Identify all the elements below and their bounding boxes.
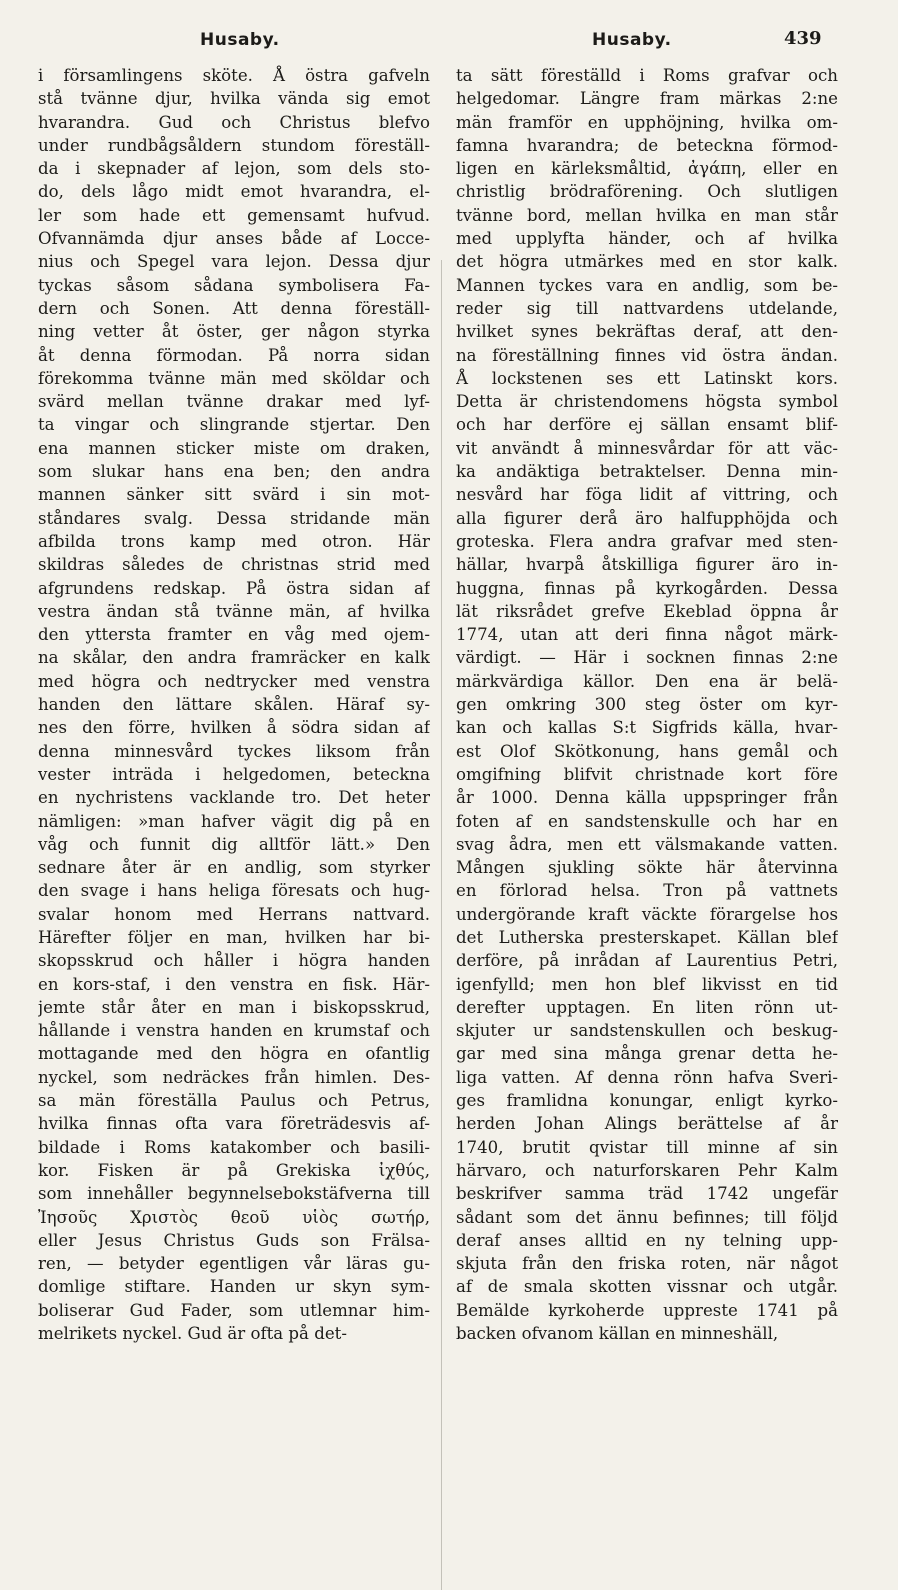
text-line: famna hvarandra; de beteckna förmod- xyxy=(456,135,838,155)
text-line: män framför en upphöjning, hvilka om- xyxy=(456,112,838,132)
text-line: do, dels lågo midt emot hvarandra, el- xyxy=(38,182,430,202)
text-line: svag ådra, men ett välsmakande vatten. xyxy=(456,834,838,854)
text-line: jemte står åter en man i biskopsskrud, xyxy=(38,997,430,1017)
text-line: ges framlidna konungar, enligt kyrko- xyxy=(456,1091,838,1111)
text-line: mottagande med den högra en ofantlig xyxy=(38,1044,430,1064)
text-line: en kors-staf, i den venstra en fisk. Här- xyxy=(38,974,430,994)
text-line: 1740, brutit qvistar till minne af sin xyxy=(456,1137,838,1157)
text-line: i församlingens sköte. Å östra gafveln xyxy=(38,66,430,85)
text-line: backen ofvanom källan en minneshäll, xyxy=(456,1324,779,1344)
text-line: eller Jesus Christus Guds son Frälsa- xyxy=(38,1230,430,1250)
text-line: under rundbågsåldern stundom föreställ- xyxy=(38,135,430,155)
text-line: ren, — betyder egentligen vår läras gu- xyxy=(38,1254,430,1274)
text-line: vester inträda i helgedomen, beteckna xyxy=(38,764,430,784)
text-line: na skålar, den andra framräcker en kalk xyxy=(38,648,430,668)
text-line: hvarandra. Gud och Christus blefvo xyxy=(38,112,430,132)
text-line: dern och Sonen. Att denna föreställ- xyxy=(38,298,430,318)
text-line: med högra och nedtrycker med venstra xyxy=(38,671,430,691)
text-line: skjuter ur sandstenskullen och beskug- xyxy=(456,1021,838,1041)
text-line: våg och funnit dig alltför lätt.» Den xyxy=(38,834,430,854)
text-line: som slukar hans ena ben; den andra xyxy=(38,462,430,482)
text-line: na föreställning finnes vid östra ändan. xyxy=(456,345,838,365)
text-line: handen den lättare skålen. Häraf sy- xyxy=(38,695,430,715)
text-line: Detta är christendomens högsta symbol xyxy=(456,392,838,412)
text-line: nesvård har föga lidit af vittring, och xyxy=(456,485,838,505)
text-line: kan och kallas S:t Sigfrids källa, hvar- xyxy=(456,718,838,738)
text-line: Härefter följer en man, hvilken har bi- xyxy=(38,927,430,947)
text-line: da i skepnader af lejon, som dels sto- xyxy=(38,159,430,179)
text-line: skildras således de christnas strid med xyxy=(38,555,430,575)
text-line: den svage i hans heliga föresats och hug- xyxy=(38,881,430,901)
running-head-left: Husaby. xyxy=(200,30,280,50)
text-line: est Olof Skötkonung, hans gemål och xyxy=(456,741,838,761)
text-line: bildade i Roms katakomber och basili- xyxy=(38,1137,430,1157)
text-line: år 1000. Denna källa uppspringer från xyxy=(456,788,838,808)
text-line: tvänne bord, mellan hvilka en man står xyxy=(456,205,838,225)
column-divider xyxy=(441,260,442,1590)
text-line: skjuta från den friska roten, när något xyxy=(456,1254,838,1274)
text-line: mannen sänker sitt svärd i sin mot- xyxy=(38,485,430,505)
text-line: härvaro, och naturforskaren Pehr Kalm xyxy=(456,1160,838,1180)
text-line: foten af en sandstenskulle och har en xyxy=(456,811,838,831)
text-line: nes den förre, hvilken å södra sidan af xyxy=(38,718,430,738)
text-line: af de smala skotten vissnar och utgår. xyxy=(456,1277,838,1297)
text-line: den yttersta framter en våg med ojem- xyxy=(38,625,430,645)
text-line: det Lutherska presterskapet. Källan blef xyxy=(456,927,838,947)
text-line: domlige stiftare. Handen ur skyn sym- xyxy=(38,1277,430,1297)
text-line: ståndares svalg. Dessa stridande män xyxy=(38,508,430,528)
text-line: värdigt. — Här i socknen finnas 2:ne xyxy=(456,648,838,668)
text-line: hvilka finnas ofta vara företrädesvis af- xyxy=(38,1114,430,1134)
text-line: derföre, på inrådan af Laurentius Petri, xyxy=(456,951,838,971)
text-line: lät riksrådet grefve Ekeblad öppna år xyxy=(456,601,838,621)
text-line: svärd mellan tvänne drakar med lyf- xyxy=(38,392,430,412)
text-line: gen omkring 300 steg öster om kyr- xyxy=(456,695,838,715)
text-line: kor. Fisken är på Grekiska ἰχθύς, xyxy=(38,1160,430,1180)
text-line: huggna, finnas på kyrkogården. Dessa xyxy=(456,578,838,598)
text-line: ena mannen sticker miste om draken, xyxy=(38,438,430,458)
text-line: igenfylld; men hon blef likvisst en tid xyxy=(456,974,838,994)
text-line: herden Johan Alings berättelse af år xyxy=(456,1114,838,1134)
right-text-column xyxy=(456,64,838,1345)
text-line: med upplyfta händer, och af hvilka xyxy=(456,229,838,249)
running-head-right: Husaby. xyxy=(592,30,672,50)
text-line: vestra ändan stå tvänne män, af hvilka xyxy=(38,601,430,621)
text-line: det högra utmärkes med en stor kalk. xyxy=(456,252,838,272)
text-line: sådant som det ännu befinnes; till följd xyxy=(456,1207,838,1227)
text-line: ning vetter åt öster, ger någon styrka xyxy=(38,322,430,342)
text-line: sednare åter är en andlig, som styrker xyxy=(38,858,430,878)
text-line: svalar honom med Herrans nattvard. xyxy=(38,904,430,924)
text-line: åt denna förmodan. På norra sidan xyxy=(38,345,430,365)
text-line: ligen en kärleksmåltid, ἀγάπη, eller en xyxy=(456,159,838,179)
text-line: sa män föreställa Paulus och Petrus, xyxy=(38,1091,430,1111)
text-line: 1774, utan att deri finna något märk- xyxy=(456,625,838,645)
text-line: tyckas såsom sådana symbolisera Fa- xyxy=(38,275,430,295)
text-line: deraf anses alltid en ny telning upp- xyxy=(456,1230,838,1250)
text-line: beskrifver samma träd 1742 ungefär xyxy=(456,1184,838,1204)
page-number: 439 xyxy=(784,28,822,49)
text-line: Mannen tyckes vara en andlig, som be- xyxy=(456,275,838,295)
text-line: helgedomar. Längre fram märkas 2:ne xyxy=(456,89,838,109)
text-line: denna minnesvård tyckes liksom från xyxy=(38,741,430,761)
text-line: alla figurer derå äro halfupphöjda och xyxy=(456,508,838,528)
text-line: afbilda trons kamp med otron. Här xyxy=(38,531,430,551)
text-line: nämligen: »man hafver vägit dig på en xyxy=(38,811,430,831)
text-line: en förlorad helsa. Tron på vattnets xyxy=(456,881,838,901)
text-line: undergörande kraft väckte förargelse hos xyxy=(456,904,838,924)
left-text-column xyxy=(38,64,430,1345)
text-line: skopsskrud och håller i högra handen xyxy=(38,951,430,971)
text-line: som innehåller begynnelsebokstäfverna till xyxy=(38,1184,430,1204)
text-line: gar med sina många grenar detta he- xyxy=(456,1044,838,1064)
text-line: hällar, hvarpå åtskilliga figurer äro in- xyxy=(456,555,838,575)
text-line: hållande i venstra handen en krumstaf och xyxy=(38,1021,430,1041)
text-line: groteska. Flera andra grafvar med sten- xyxy=(456,531,838,551)
text-line: derefter upptagen. En liten rönn ut- xyxy=(456,997,838,1017)
text-line: stå tvänne djur, hvilka vända sig emot xyxy=(38,89,430,109)
text-line: ler som hade ett gemensamt hufvud. xyxy=(38,205,430,225)
text-line: ka andäktiga betraktelser. Denna min- xyxy=(456,462,838,482)
text-line: melrikets nyckel. Gud är ofta på det- xyxy=(38,1324,347,1344)
text-line: Å lockstenen ses ett Latinskt kors. xyxy=(456,368,838,388)
text-line: reder sig till nattvardens utdelande, xyxy=(456,298,838,318)
text-line: omgifning blifvit christnade kort före xyxy=(456,764,838,784)
text-line: boliserar Gud Fader, som utlemnar him- xyxy=(38,1300,430,1320)
text-line: liga vatten. Af denna rönn hafva Sveri- xyxy=(456,1067,838,1087)
text-line: Bemälde kyrkoherde uppreste 1741 på xyxy=(456,1300,838,1320)
text-line: nius och Spegel vara lejon. Dessa djur xyxy=(38,252,430,272)
text-line: Mången sjukling sökte här återvinna xyxy=(456,858,838,878)
text-line: vit användt å minnesvårdar för att väc- xyxy=(456,438,838,458)
text-line: Ἰησοῦς Χριστὸς θεοῦ υἱὸς σωτήρ, xyxy=(38,1207,430,1227)
text-line: och har derföre ej sällan ensamt blif- xyxy=(456,415,838,435)
text-line: märkvärdiga källor. Den ena är belä- xyxy=(456,671,838,691)
text-line: ta sätt föreställd i Roms grafvar och xyxy=(456,66,838,85)
text-line: nyckel, som nedräckes från himlen. Des- xyxy=(38,1067,430,1087)
text-line: afgrundens redskap. På östra sidan af xyxy=(38,578,430,598)
text-line: hvilket synes bekräftas deraf, att den- xyxy=(456,322,838,342)
text-line: christlig brödraförening. Och slutligen xyxy=(456,182,838,202)
text-line: förekomma tvänne män med sköldar och xyxy=(38,368,430,388)
text-line: en nychristens vacklande tro. Det heter xyxy=(38,788,430,808)
text-line: ta vingar och slingrande stjertar. Den xyxy=(38,415,430,435)
text-line: Ofvannämda djur anses både af Locce- xyxy=(38,229,430,249)
